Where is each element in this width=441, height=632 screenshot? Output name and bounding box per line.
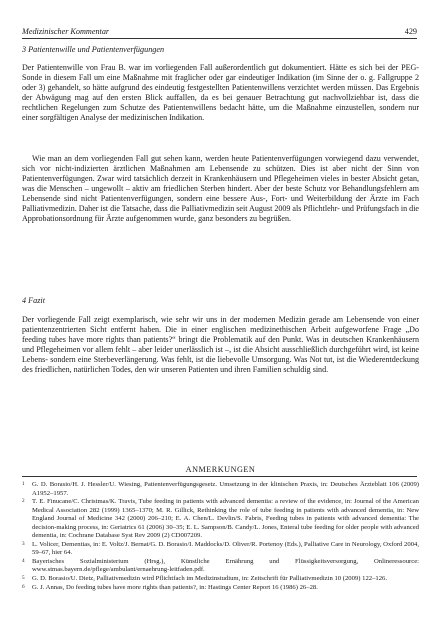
endnotes-list: [22, 481, 419, 592]
endnote: [22, 584, 419, 593]
endnote-text: G. D. Borasio/H. J. Hessler/U. Wiesing, Patientenverfügungsgesetz. Umsetzung in der klinischen Praxis, in: Deutsches Ärzteblatt 106 (2009) A1952–1957.: [32, 481, 419, 497]
endnote-number: 5: [22, 575, 25, 582]
notes-title: ANMERKUNGEN: [185, 465, 256, 474]
endnote: [22, 481, 419, 498]
endnote-number: 1: [22, 481, 25, 487]
endnote-text: L. Volicer, Dementias, in: E. Voltz/J. Bernat/G. D. Borasio/I. Maddocks/D. Oliver/R. Portenoy (Eds.), Palliative Care in Neurology, Oxford 2004, 59–67, hier 64.: [32, 540, 419, 557]
section-heading-3: 3 Patientenwille und Patientenverfügungen: [22, 45, 165, 54]
endnote-number: 4: [22, 557, 25, 564]
page-number: 429: [404, 27, 417, 36]
endnote-text: T. E. Finucane/C. Christmas/K. Travis, Tube feeding in patients with advanced dementia: a review of the evidence, in: Journal of the American Medical Association 282 (1999) 1365–1370; M. R. Gillick, Rethinking the role of tube feeding in patients with advanced dementia, in: New England Journal of Medicine 342 (2000) 206–210; E. A. Chen/L. Devlin/S. Fabris, Feeding tubes in patients with advanced dementia: The decision-making process, in: Geriatrics 61 (2006) 30–35; E. L. Sampson/B. Candy/L. Jones, Enteral tube feeding for older people with advanced dementia, in: Cochrane Database Syst Rev 2009 (2) CD007209.: [32, 498, 419, 540]
endnote-text: G. J. Annas, Do feeding tubes have more rights than patients?, in: Hastings Center Report 16 (1986) 26–28.: [32, 583, 318, 591]
endnote: [22, 498, 419, 541]
body-paragraph: Wie man an dem vorliegenden Fall gut sehen kann, werden heute Patientenverfügungen vorwiegend dazu verwendet, sich vor nicht-indizierten ärztlichen Maßnahmen am Lebensende zu schützen. Dies ist aber nicht der Sinn von Patientenverfügungen. Zwar wird tatsächlich derzeit in Krankenhäusern und Pflegeheimen vieles in bester Absicht getan, was die Menschen – ungewollt – aktiv am friedlichen Sterben hindert. Aber der beste Schutz vor Behandlungsfehlern am Lebensende sind nicht Patientenverfügungen, sondern eine bessere Aus-, Fort- und Weiterbildung der Ärzte im Fach Palliativmedizin. Daher ist die Tatsache, dass die Palliativmedizin seit August 2009 als Pflichtlehr- und Prüfungsfach in die Approbationsordnung für Ärzte aufgenommen wurde, ganz besonders zu begrüßen.: [22, 154, 419, 224]
endnote-number: 3: [22, 540, 25, 547]
header-rule: [22, 38, 417, 39]
running-header: [22, 27, 417, 36]
endnote-text: Bayerisches Sozialministerium (Hrsg.), Künstliche Ernährung und Flüssigkeitsversorgung, Onlineressource: www.stmas.bayern.de/pflege/ambulant/ernaehrung-leitfaden.pdf.: [32, 557, 419, 574]
section-heading-4: 4 Fazit: [22, 296, 45, 305]
running-title: Medizinischer Kommentar: [22, 27, 110, 36]
body-paragraph: Der vorliegende Fall zeigt exemplarisch, wie sehr wir uns in der modernen Medizin gerade am Lebensende von einer patientenzentrierten Sicht entfernt haben. Die in einer englischen medizinethischen Arbeit aufgeworfene Frage „Do feeding tubes have more rights than patients?“ bringt die Problematik auf den Punkt. Was in deutschen Krankenhäusern und Pflegeheimen vor allem fehlt – aber leider unerlässlich ist –, ist die Absicht ausschließlich durchgeführt wird, ist keine Lebens- sondern eine Sterbeverlängerung. Was fehlt, ist die liebevolle Umsorgung. Was Not tut, ist die Wiederentdeckung des friedlichen, natürlichen Todes, den wir unseren Patienten und ihren Familien schuldig sind.: [22, 315, 419, 375]
endnote: [22, 558, 419, 575]
endnote-number: 6: [22, 583, 25, 590]
endnote: [22, 541, 419, 558]
endnote-text: G. D. Borasio/U. Dietz, Palliativmedizin wird Pflichtfach im Medizinstudium, in: Zeitschrift für Palliativmedizin 10 (2009) 122–126.: [32, 575, 388, 583]
body-paragraph: Der Patientenwille von Frau B. war im vorliegenden Fall außerordentlich gut dokumentiert. Hätte es sich bei der PEG-Sonde in diesem Fall um eine Maßnahme mit fraglicher oder gar eindeutiger Indikation (im Sinne der o. g. Fallgruppe 2 oder 3) gehandelt, so hätte aufgrund des eindeutig festgestellten Patientenwillens verzichtet werden müssen. Das Ergebnis der Abwägung mag auf den ersten Blick auffallen, da es bei genauer Betrachtung gut nachvollziehbar ist, dass die rechtlichen Regelungen zum Schutze des Patientenwillens bedacht hätte, um die Maßnahme einzustellen, sondern nur einer sorgfältigen Analyse der medizinischen Indikation.: [22, 63, 419, 123]
endnote: [22, 575, 419, 584]
endnote-number: 2: [22, 498, 25, 505]
notes-rule: [22, 476, 417, 477]
